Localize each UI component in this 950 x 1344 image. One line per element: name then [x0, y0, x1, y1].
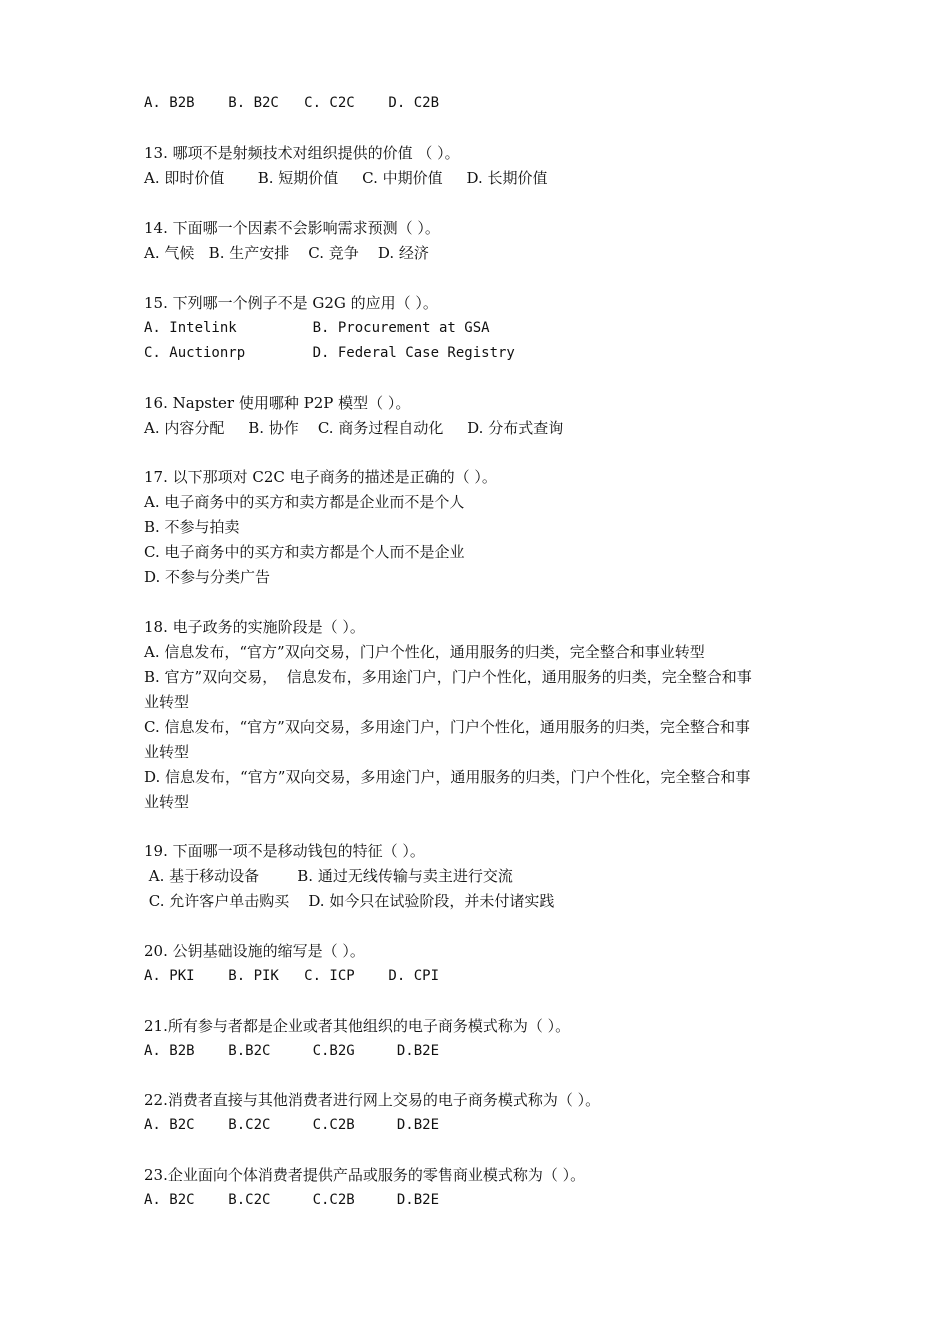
q22-options: A. B2C B.C2C C.C2B D.B2E — [144, 1117, 440, 1133]
q18-option-b-cont: 业转型 — [144, 693, 190, 711]
q12-options: A. B2B B. B2C C. C2C D. C2B — [144, 95, 440, 111]
q16-question: 16. Napster 使用哪种 P2P 模型（ ）。 — [144, 394, 411, 412]
q18-option-d-cont: 业转型 — [144, 793, 190, 811]
q18-option-c-cont: 业转型 — [144, 743, 190, 761]
q15-question: 15. 下列哪一个例子不是 G2G 的应用（ ）。 — [144, 294, 438, 312]
q20-question: 20. 公钥基础设施的缩写是（ ）。 — [144, 942, 365, 960]
q19-question: 19. 下面哪一项不是移动钱包的特征（ ）。 — [144, 842, 425, 860]
q14-question: 14. 下面哪一个因素不会影响需求预测（ ）。 — [144, 219, 440, 237]
q15-options-cd: C. Auctionrp D. Federal Case Registry — [144, 345, 515, 361]
q17-option-d: D. 不参与分类广告 — [144, 568, 271, 586]
q18-option-c: C. 信息发布，“官方”双向交易，多用途门户，门户个性化，通用服务的归类，完全整合和事 — [144, 718, 750, 736]
q19-options-cd: C. 允许客户单击购买 D. 如今只在试验阶段，并未付诸实践 — [144, 892, 555, 910]
q21-options: A. B2B B.B2C C.B2G D.B2E — [144, 1043, 440, 1059]
q18-option-b: B. 官方”双向交易， 信息发布，多用途门户，门户个性化，通用服务的归类，完全整合和事 — [144, 668, 752, 686]
q17-question: 17. 以下那项对 C2C 电子商务的描述是正确的（ ）。 — [144, 468, 497, 486]
q18-question: 18. 电子政务的实施阶段是（ ）。 — [144, 618, 365, 636]
q22-question: 22.消费者直接与其他消费者进行网上交易的电子商务模式称为（ ）。 — [144, 1091, 601, 1109]
q17-option-b: B. 不参与拍卖 — [144, 518, 240, 536]
q21-question: 21.所有参与者都是企业或者其他组织的电子商务模式称为（ ）。 — [144, 1017, 571, 1035]
q20-options: A. PKI B. PIK C. ICP D. CPI — [144, 968, 440, 984]
q17-option-c: C. 电子商务中的买方和卖方都是个人而不是企业 — [144, 543, 465, 561]
q17-option-a: A. 电子商务中的买方和卖方都是企业而不是个人 — [144, 493, 465, 511]
q13-options: A. 即时价值 B. 短期价值 C. 中期价值 D. 长期价值 — [144, 169, 548, 187]
q18-option-a: A. 信息发布，“官方”双向交易，门户个性化，通用服务的归类，完全整合和事业转型 — [144, 643, 705, 661]
q18-option-d: D. 信息发布，“官方”双向交易，多用途门户，通用服务的归类，门户个性化，完全整合和事 — [144, 768, 751, 786]
q15-options-ab: A. Intelink B. Procurement at GSA — [144, 320, 490, 336]
q13-question: 13. 哪项不是射频技术对组织提供的价值 （ ）。 — [144, 144, 460, 162]
q14-options: A. 气候 B. 生产安排 C. 竞争 D. 经济 — [144, 244, 429, 262]
q16-options: A. 内容分配 B. 协作 C. 商务过程自动化 D. 分布式查询 — [144, 419, 564, 437]
q23-options: A. B2C B.C2C C.C2B D.B2E — [144, 1192, 440, 1208]
q23-question: 23.企业面向个体消费者提供产品或服务的零售商业模式称为（ ）。 — [144, 1166, 586, 1184]
q19-options-ab: A. 基于移动设备 B. 通过无线传输与卖主进行交流 — [144, 867, 513, 885]
